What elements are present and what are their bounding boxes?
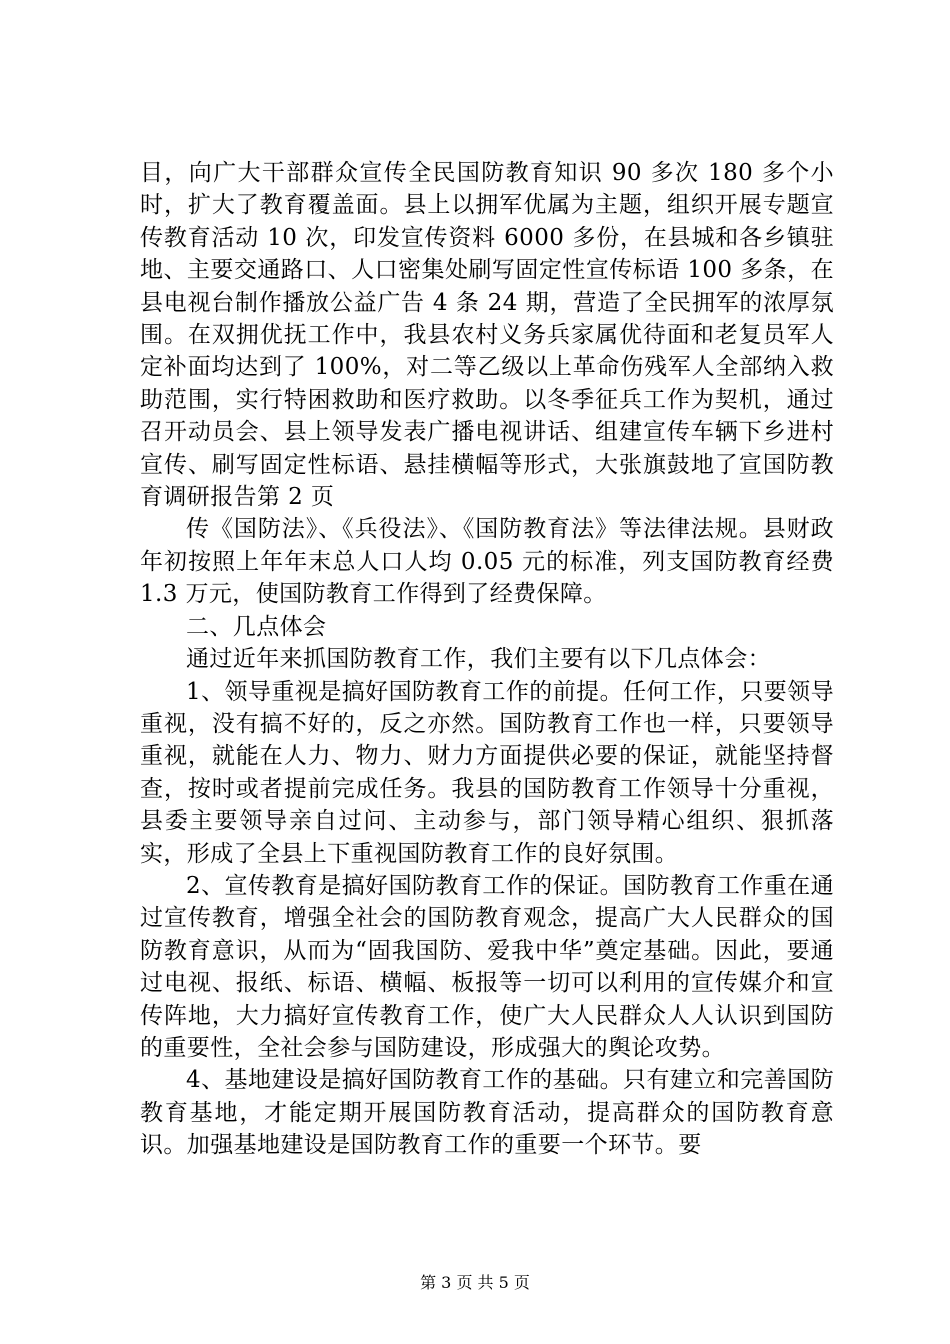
page-footer: 第 3 页 共 5 页 [420,1273,530,1292]
paragraph-intro: 通过近年来抓国防教育工作，我们主要有以下几点体会： [186,646,771,673]
paragraph-point-4: 4、基地建设是搞好国防教育工作的基础。只有建立和完善国防教育基地，才能定期开展国防教育活动，提高群众的国防教育意识。加强基地建设是国防教育工作的重要一个环节。要 [140,1067,834,1159]
paragraph-point-1: 1、领导重视是搞好国防教育工作的前提。任何工作，只要领导重视，没有搞不好的，反之亦然。国防教育工作也一样，只要领导重视，就能在人力、物力、财力方面提供必要的保证，就能坚持督查，按时或者提前完成任务。我县的国防教育工作领导十分重视，县委主要领导亲自过问、主动参与，部门领导精心组织、狠抓落实，形成了全县上下重视国防教育工作的良好氛围。 [140,678,834,867]
document-body [140,157,834,1162]
paragraph-point-2: 2、宣传教育是搞好国防教育工作的保证。国防教育工作重在通过宣传教育，增强全社会的国防教育观念，提高广大人民群众的国防教育意识，从而为“固我国防、爱我中华”奠定基础。因此，要通过电视、报纸、标语、横幅、板报等一切可以利用的宣传媒介和宣传阵地，大力搞好宣传教育工作，使广大人民群众人人认识到国防的重要性，全社会参与国防建设，形成强大的舆论攻势。 [140,872,834,1061]
section-heading: 二、几点体会 [186,613,327,640]
paragraph-laws-funding: 传《国防法》、《兵役法》、《国防教育法》等法律法规。县财政年初按照上年年末总人口人均 0.05 元的标准，列支国防教育经费 1.3 万元，使国防教育工作得到了经费保障。 [140,516,834,608]
paragraph-continuation: 目，向广大干部群众宣传全民国防教育知识 90 多次 180 多个小时，扩大了教育覆盖面。县上以拥军优属为主题，组织开展专题宣传教育活动 10 次，印发宣传资料 6000 多份，在县城和各乡镇驻地、主要交通路口、人口密集处刷写固定性宣传标语 100 多条，在县电视台制作播放公益广告 4 条 24 期，营造了全民拥军的浓厚氛围。在双拥优抚工作中，我县农村义务兵家属优待面和老复员军人定补面均达到了 100%，对二等乙级以上革命伤残军人全部纳入救助范围，实行特困救助和医疗救助。以冬季征兵工作为契机，通过召开动员会、县上领导发表广播电视讲话、组建宣传车辆下乡进村宣传、刷写固定性标语、悬挂横幅等形式，大张旗鼓地了宣国防教育调研报告第 2 页 [140,160,834,511]
